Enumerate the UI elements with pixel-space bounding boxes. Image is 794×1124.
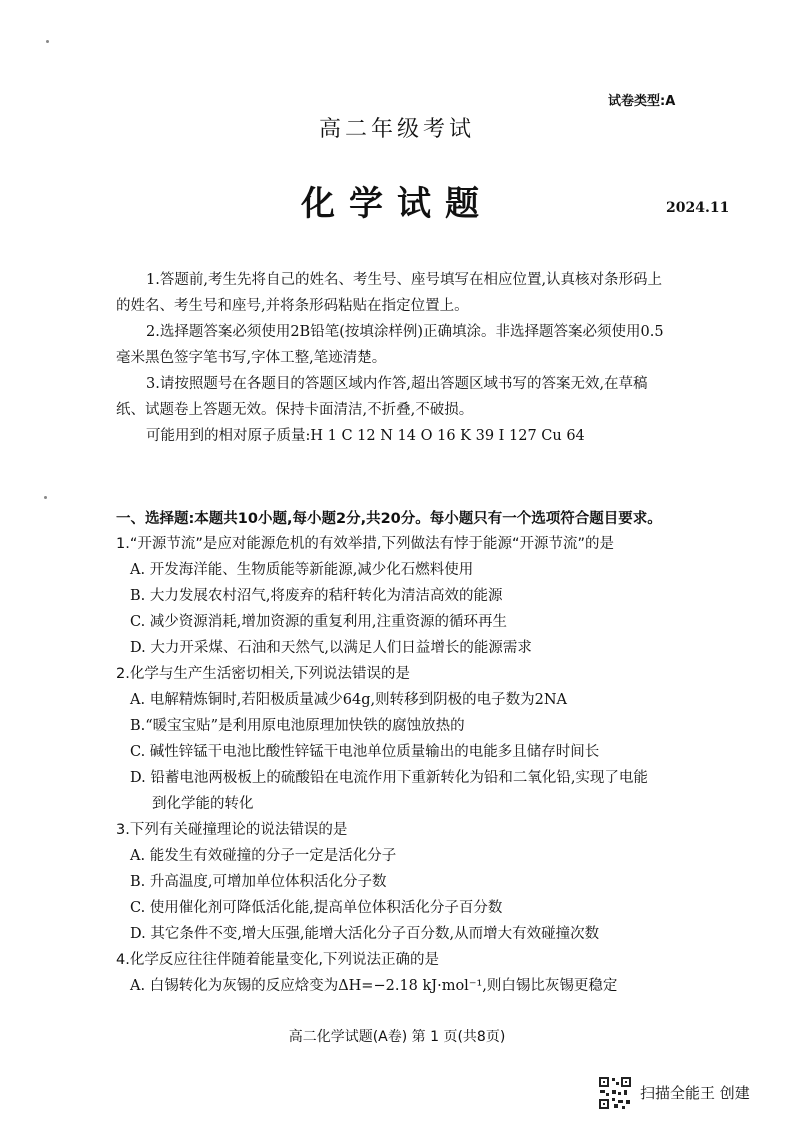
notice-line: 3.请按照题号在各题目的答题区域内作答,超出答题区域书写的答案无效,在草稿 <box>146 376 648 392</box>
notice-line: 2.选择题答案必须使用2B铅笔(按填涂样例)正确填涂。非选择题答案必须使用0.5 <box>146 324 664 340</box>
question-option: C. 使用催化剂可降低活化能,提高单位体积活化分子百分数 <box>130 900 503 916</box>
question-option: A. 电解精炼铜时,若阳极质量减少64g,则转移到阴极的电子数为2NA <box>130 692 568 708</box>
scan-speck <box>46 40 49 43</box>
atomic-mass-line: 可能用到的相对原子质量:H 1 C 12 N 14 O 16 K 39 I 127 Cu 64 <box>146 428 585 444</box>
notice-line: 1.答题前,考生先将自己的姓名、考生号、座号填写在相应位置,认真核对条形码上 <box>146 272 663 288</box>
subject-title: 化学试题 <box>301 184 493 224</box>
question-stem: 2.化学与生产生活密切相关,下列说法错误的是 <box>116 666 410 682</box>
question-option: C. 减少资源消耗,增加资源的重复利用,注重资源的循环再生 <box>130 614 508 630</box>
question-stem: 1.“开源节流”是应对能源危机的有效举措,下列做法有悖于能源“开源节流”的是 <box>116 536 614 552</box>
page-footer: 高二化学试题(A卷) 第 1 页(共8页) <box>288 1029 506 1045</box>
question-stem: 4.化学反应往往伴随着能量变化,下列说法正确的是 <box>116 952 439 968</box>
notice-line: 毫米黑色签字笔书写,字体工整,笔迹清楚。 <box>116 350 387 366</box>
question-option: D. 大力开采煤、石油和天然气,以满足人们日益增长的能源需求 <box>130 640 532 656</box>
question-option-continued: 到化学能的转化 <box>152 796 254 812</box>
exam-title: 高二年级考试 <box>318 117 475 142</box>
notice-line: 的姓名、考生号和座号,并将条形码粘贴在指定位置上。 <box>116 298 469 314</box>
question-option: A. 能发生有效碰撞的分子一定是活化分子 <box>130 848 397 864</box>
section-heading: 一、选择题:本题共10小题,每小题2分,共20分。每小题只有一个选项符合题目要求。 <box>116 511 662 527</box>
question-option: D. 其它条件不变,增大压强,能增大活化分子百分数,从而增大有效碰撞次数 <box>130 926 600 942</box>
question-option: B.“暖宝宝贴”是利用原电池原理加快铁的腐蚀放热的 <box>130 718 465 734</box>
qr-code-icon <box>598 1076 632 1110</box>
question-stem: 3.下列有关碰撞理论的说法错误的是 <box>116 822 348 838</box>
notice-line: 纸、试题卷上答题无效。保持卡面清洁,不折叠,不破损。 <box>116 402 474 418</box>
question-option: A. 开发海洋能、生物质能等新能源,减少化石燃料使用 <box>130 562 474 578</box>
scan-speck <box>44 496 47 499</box>
question-option: B. 升高温度,可增加单位体积活化分子数 <box>130 874 387 890</box>
exam-date: 2024.11 <box>666 200 730 216</box>
question-option: C. 碱性锌锰干电池比酸性锌锰干电池单位质量输出的电能多且储存时间长 <box>130 744 600 760</box>
question-option: A. 白锡转化为灰锡的反应焓变为ΔH=−2.18 kJ·mol⁻¹,则白锡比灰锡更稳定 <box>130 978 618 994</box>
question-option: B. 大力发展农村沼气,将废弃的秸秆转化为清洁高效的能源 <box>130 588 503 604</box>
watermark-text: 扫描全能王 创建 <box>640 1084 750 1102</box>
question-option: D. 铅蓄电池两极板上的硫酸铅在电流作用下重新转化为铅和二氧化铅,实现了电能 <box>130 770 648 786</box>
paper-type: 试卷类型:A <box>608 94 676 109</box>
